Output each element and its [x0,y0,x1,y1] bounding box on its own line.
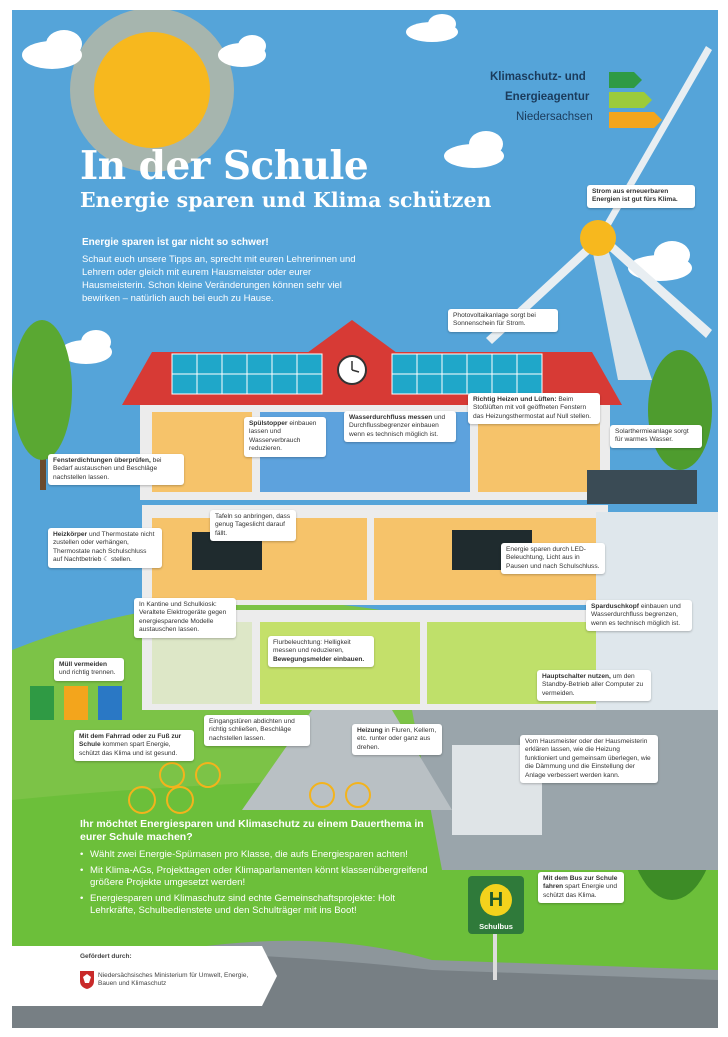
callout-fenster [48,454,184,485]
callout-eingang [204,715,310,746]
callout-heizung-bold: Heizung [357,727,383,734]
recycling-bins-icon [30,686,122,720]
callout-heizung-text: in Fluren, Kellern, etc. runter oder ganz aus drehen. [357,727,437,751]
poster [12,10,718,1028]
callout-sparduschkopf-text: einbauen und Wasserdurchfluss begrenzen, wenn es technisch möglich ist. [591,603,681,627]
callout-heizen [468,393,600,424]
callout-spul-bold: Spülstopper [249,420,288,427]
callout-pv-text: Photovoltaikanlage sorgt bei Sonnenschein für Strom. [453,312,536,328]
callout-fahrrad-bold: Mit dem Fahrrad oder zu Fuß zur Schule [79,733,182,749]
callout-hauptschalter [537,670,651,701]
tips-box [80,818,430,921]
tips-item: • Wählt zwei Energie-Spürnasen pro Klasse, die aufs Energiesparen achten! [80,849,430,862]
callout-bus-bold: Mit dem Bus zur Schule fahren [543,875,618,891]
callout-heizkoerper [48,528,162,568]
callout-heizen-bold: Richtig Heizen und Lüften: [473,396,557,403]
callout-sparduschkopf-bold: Sparduschkopf [591,603,639,610]
callout-fahrrad-text: kommen spart Energie, schützt das Klima und ist gesund. [79,741,178,757]
intro-heading: Energie sparen ist gar nicht so schwer! [82,237,269,248]
callout-tafeln [210,510,296,541]
callout-bus-text: spart Energie und schützt das Klima. [543,883,618,899]
logo-line3: Niedersachsen [516,111,593,123]
bus-stop-letter: H [488,889,504,911]
callout-flur [268,636,374,667]
callout-fenster-bold: Fensterdichtungen überprüfen, [53,457,151,464]
tips-item: • Energiesparen und Klimaschutz sind echte Gemeinschaftsprojekte: Holt Lehrkräfte, Schulbedienstete und den Schulträger mit ins Boot! [80,893,430,918]
callout-heizung [352,724,442,755]
callout-solarthermie [610,425,702,448]
callout-wind-text: Strom aus erneuerbaren Energien ist gut fürs Klima. [592,188,678,204]
callout-hausmeister-text: Vom Hausmeister oder der Hausmeisterin erklären lassen, wie die Heizung funktioniert und gemeinsam überlegen, wie die Dämmung und die Einstellung der Anlage verbessert werden kann. [525,738,651,779]
callout-wasser [344,411,456,442]
callout-flur-bold: Bewegungsmelder einbauen. [273,655,365,663]
callout-led-text: Energie sparen durch LED-Beleuchtung, Licht aus in Pausen und nach Schulschluss. [506,546,600,570]
bus-stop-label: Schulbus [479,922,513,931]
tips-list [80,849,430,918]
callout-wasser-text: und Durchflussbegrenzer einbauen wenn es technisch möglich ist. [349,414,446,438]
tips-heading: Ihr möchtet Energiesparen und Klimaschutz zu einem Dauerthema in eurer Schule machen? [80,818,424,843]
callout-spul-text: einbauen lassen und Wasserverbrauch reduzieren. [249,420,317,453]
logo-line2: Energieagentur [505,91,590,103]
callout-led [501,543,605,574]
callout-flur-text: Flurbeleuchtung: Helligkeit messen und reduzieren, [273,639,351,655]
callout-muell-text: und richtig trennen. [59,669,116,677]
page-subtitle: Energie sparen und Klima schützen [80,188,492,212]
callout-wasser-bold: Wasserdurchfluss messen [349,414,433,421]
callout-hauptschalter-text: um den Standby-Betrieb aller Computer zu vermeiden. [542,673,644,697]
callout-kantine [134,598,236,638]
callout-fenster-text: bei Bedarf austauschen und Beschläge nachstellen lassen. [53,457,162,481]
ministry-logo-icon [80,971,94,989]
callout-eingang-text: Eingangstüren abdichten und richtig schließen, Beschläge nachstellen lassen. [209,718,295,742]
callout-kantine-text: In Kantine und Schulkiosk: Veraltete Elektrogeräte gegen energiesparende Modelle austauschen lassen. [139,601,227,634]
callout-fahrrad [74,730,194,761]
callout-solarthermie-text: Solarthermieanlage sorgt für warmes Wasser. [615,428,689,444]
logo-line1: Klimaschutz- und [490,71,586,83]
callout-heizkoerper-bold: Heizkörper [53,531,88,538]
callout-bus [538,872,624,903]
callout-tafeln-text: Tafeln so anbringen, dass genug Tageslicht darauf fällt. [215,513,291,537]
callout-heizkoerper-text: und Thermostate nicht zustellen oder verhängen, Thermostate nach Schulschluss auf Nachtbetrieb ☾ stellen. [53,531,155,564]
callout-sparduschkopf [586,600,692,631]
callout-spul [244,417,326,457]
callout-hauptschalter-bold: Hauptschalter nutzen, [542,673,611,680]
callout-hausmeister [520,735,658,783]
callout-muell-bold: Müll vermeiden [59,661,108,668]
sponsor-label: Gefördert durch: [80,953,132,960]
callout-muell [54,658,124,681]
callout-pv [448,309,558,332]
sponsor-name: Niedersächsisches Ministerium für Umwelt, Energie, Bauen und Klimaschutz [98,972,249,987]
logo-bars-icon [609,72,662,128]
callout-heizen-text: Beim Stoßlüften mit voll geöffneten Fenstern das Heizungsthermostat auf Null stellen. [473,396,592,420]
tips-item: • Mit Klima-AGs, Projekttagen oder Klimaparlamenten könnt klassenübergreifend größere Projekte umgesetzt werden! [80,865,430,890]
page-title: In der Schule [80,143,369,189]
callout-wind [587,185,695,208]
intro-text: Schaut euch unsere Tipps an, sprecht mit euren Lehrerinnen und Lehrern oder gleich mit eurem Hausmeister oder eurer Hausmeisterin. Schon kleine Veränderungen können sehr viel bewirken – natürlich auch bei euch zu Hause. [82,254,356,304]
